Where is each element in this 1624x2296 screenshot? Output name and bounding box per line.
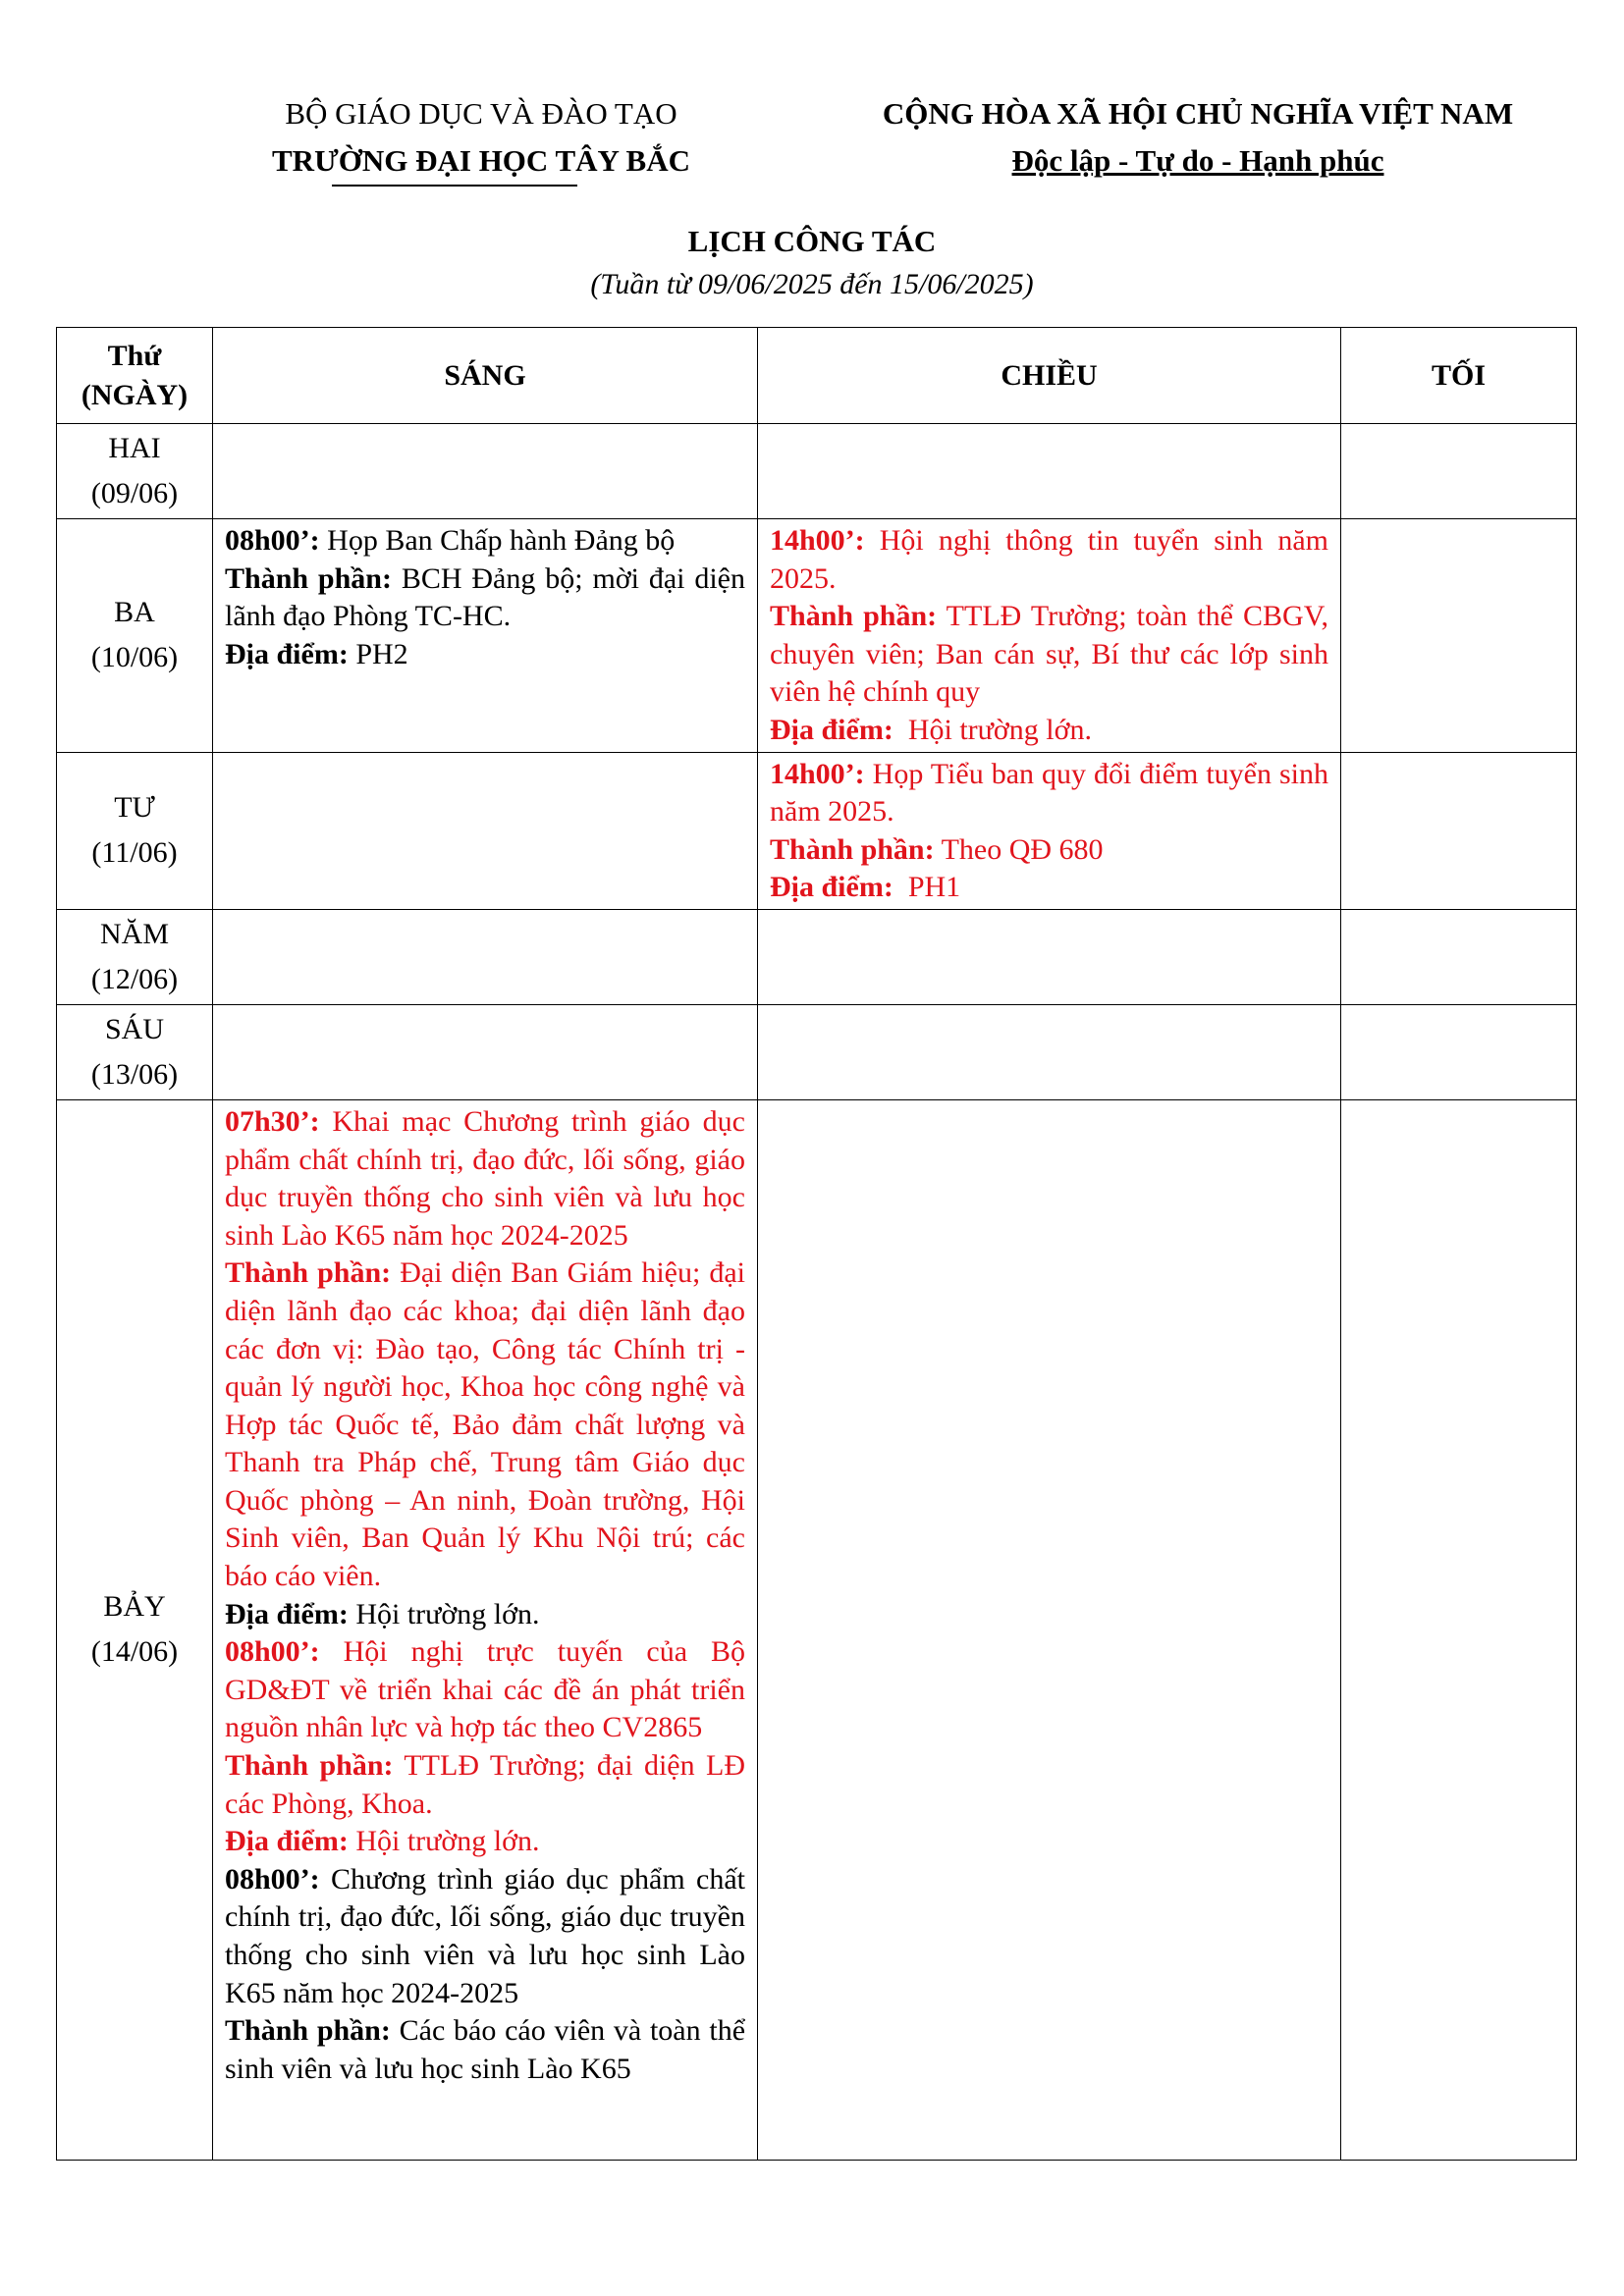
location-label: Địa điểm: <box>225 637 349 670</box>
location-text: Hội trường lớn. <box>348 1825 540 1858</box>
morning-cell <box>213 752 758 909</box>
participants-label: Thành phần: <box>225 561 392 595</box>
event-title: Họp Ban Chấp hành Đảng bộ <box>319 524 676 557</box>
evening-cell <box>1341 909 1577 1004</box>
event-time: 14h00’: <box>770 757 865 790</box>
university-name: TRƯỜNG ĐẠI HỌC TÂY BẮC <box>272 143 690 178</box>
event-time: 07h30’: <box>225 1104 320 1138</box>
day-cell <box>57 424 213 519</box>
day-cell <box>57 1099 213 2160</box>
participants-label: Thành phần: <box>225 2014 391 2048</box>
day-name: SÁU <box>104 1012 164 1045</box>
participants-text: Theo QĐ 680 <box>934 832 1104 866</box>
document-subtitle: (Tuần từ 09/06/2025 đến 15/06/2025) <box>590 268 1034 300</box>
participants-label: Thành phần: <box>225 1749 394 1783</box>
event-title: Chương trình giáo dục phẩm chất chính trị, đạo đức, lối sống, giáo dục truyền thống cho sinh viên và lưu học sinh Lào K65 năm học 2024-2025 <box>225 1862 745 2009</box>
participants-label: Thành phần: <box>225 1256 392 1290</box>
location-text: PH1 <box>893 871 961 904</box>
morning-cell <box>213 519 758 753</box>
table-row <box>57 424 1577 519</box>
day-cell <box>57 909 213 1004</box>
national-motto: Độc lập - Tự do - Hạnh phúc <box>1011 143 1384 178</box>
event-time: 14h00’: <box>770 524 865 557</box>
day-date: (14/06) <box>90 1635 179 1669</box>
col-header-afternoon: CHIỀU <box>758 328 1341 424</box>
morning-cell <box>213 424 758 519</box>
participants-label: Thành phần: <box>770 832 935 866</box>
location-label: Địa điểm: <box>770 871 893 904</box>
day-date: (13/06) <box>90 1057 179 1091</box>
afternoon-cell <box>758 752 1341 909</box>
evening-cell <box>1341 519 1577 753</box>
participants-text: TTLĐ Trường; toàn thể CBGV, chuyên viên; Ban cán sự, Bí thư các lớp sinh viên hệ chính quy <box>770 600 1329 709</box>
day-cell <box>57 1004 213 1099</box>
location-text: PH2 <box>348 637 408 670</box>
day-name: BA <box>114 596 155 629</box>
col-header-morning: SÁNG <box>213 328 758 424</box>
ministry-name: BỘ GIÁO DỤC VÀ ĐÀO TẠO <box>285 96 677 131</box>
table-row <box>57 519 1577 753</box>
evening-cell <box>1341 1004 1577 1099</box>
document-title: LỊCH CÔNG TÁC <box>687 224 937 258</box>
event-time: 08h00’: <box>225 1635 320 1669</box>
location-text: Hội trường lớn. <box>893 713 1092 746</box>
day-cell <box>57 752 213 909</box>
morning-cell <box>213 1099 758 2160</box>
day-name: BẢY <box>103 1590 166 1624</box>
schedule-table <box>56 327 1577 2161</box>
day-date: (09/06) <box>90 477 179 509</box>
day-cell <box>57 519 213 753</box>
afternoon-cell <box>758 519 1341 753</box>
event-time: 08h00’: <box>225 1862 320 1896</box>
afternoon-cell <box>758 1004 1341 1099</box>
evening-cell <box>1341 752 1577 909</box>
event-title: Họp Tiểu ban quy đổi điểm tuyển sinh năm 2025. <box>770 757 1328 828</box>
evening-cell <box>1341 424 1577 519</box>
participants-text: TTLĐ Trường; đại diện LĐ các Phòng, Khoa. <box>225 1749 745 1820</box>
day-name: TƯ <box>114 791 155 825</box>
table-row <box>57 909 1577 1004</box>
location-label: Địa điểm: <box>225 1597 349 1630</box>
table-row <box>57 1004 1577 1099</box>
table-row <box>57 752 1577 909</box>
day-date: (12/06) <box>90 962 179 995</box>
location-label: Địa điểm: <box>225 1825 349 1858</box>
table-header-row <box>57 328 1577 424</box>
event-time: 08h00’: <box>225 524 320 557</box>
col-header-evening: TỐI <box>1341 328 1577 424</box>
participants-text: Đại diện Ban Giám hiệu; đại diện lãnh đạo các khoa; đại diện lãnh đạo các đơn vị: Đào tạo, Công tác Chính trị - quản lý người học, Khoa học công nghệ và Hợp tác Quốc tế, Bảo đảm chất lượng và Thanh tra Pháp chế, Trung tâm Giáo dục Quốc phòng – An ninh, Đoàn trường, Hội Sinh viên, Ban Quản lý Khu Nội trú; các báo cáo viên. <box>225 1256 746 1593</box>
evening-cell <box>1341 1099 1577 2160</box>
table-row <box>57 1099 1577 2160</box>
participants-label: Thành phần: <box>770 600 938 633</box>
country-name: CỘNG HÒA XÃ HỘI CHỦ NGHĨA VIỆT NAM <box>882 96 1514 131</box>
header-left <box>196 90 766 185</box>
afternoon-cell <box>758 1099 1341 2160</box>
day-date: (11/06) <box>91 836 178 870</box>
morning-cell <box>213 1004 758 1099</box>
event-title: Khai mạc Chương trình giáo dục phẩm chất chính trị, đạo đức, lối sống, giáo dục truyền thống cho sinh viên và lưu học sinh Lào K65 năm học 2024-2025 <box>225 1104 745 1252</box>
morning-cell <box>213 909 758 1004</box>
participants-text: Các báo cáo viên và toàn thể sinh viên và lưu học sinh Lào K65 <box>225 2014 746 2085</box>
location-text: Hội trường lớn. <box>348 1597 540 1630</box>
header-underline <box>332 185 577 187</box>
participants-text: BCH Đảng bộ; mời đại diện lãnh đạo Phòng TC-HC. <box>225 561 746 633</box>
afternoon-cell <box>758 909 1341 1004</box>
event-title: Hội nghị trực tuyến của Bộ GD&ĐT về triển khai các đề án phát triển nguồn nhân lực và hợp tác theo CV2865 <box>225 1635 745 1744</box>
afternoon-cell <box>758 424 1341 519</box>
location-label: Địa điểm: <box>770 713 893 746</box>
day-date: (10/06) <box>90 641 179 674</box>
event-title: Hội nghị thông tin tuyển sinh năm 2025. <box>770 524 1328 595</box>
day-name: HAI <box>108 432 161 464</box>
day-name: NĂM <box>99 917 169 950</box>
header-right <box>854 90 1542 185</box>
col-header-day: Thứ (NGÀY) <box>57 328 213 424</box>
